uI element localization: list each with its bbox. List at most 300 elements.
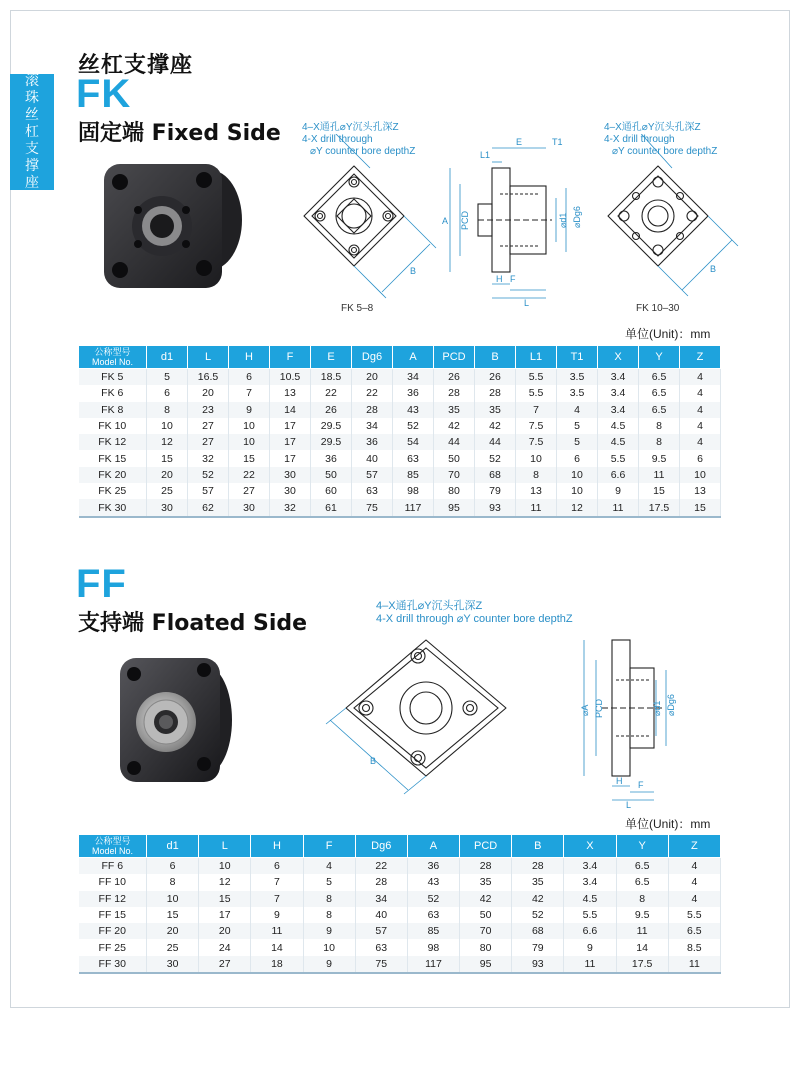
value-cell: 85 xyxy=(407,923,459,939)
value-cell: 62 xyxy=(188,499,229,516)
value-cell: 4 xyxy=(680,418,721,434)
value-cell: 13 xyxy=(516,483,557,499)
value-cell: 3.4 xyxy=(564,874,616,890)
value-cell: 4 xyxy=(680,434,721,450)
column-header: Y xyxy=(616,835,668,858)
value-cell: 8 xyxy=(516,467,557,483)
model-cell: FF 12 xyxy=(79,891,147,907)
value-cell: 9.5 xyxy=(616,907,668,923)
note-line: 4–X通孔⌀Y沉头孔深Z xyxy=(302,122,399,133)
value-cell: 3.5 xyxy=(557,385,598,401)
value-cell: 52 xyxy=(407,891,459,907)
value-cell: 11 xyxy=(598,499,639,516)
value-cell: 63 xyxy=(393,450,434,466)
value-cell: 10.5 xyxy=(270,369,311,386)
value-cell: 42 xyxy=(434,418,475,434)
value-cell: 27 xyxy=(188,418,229,434)
value-cell: 8.5 xyxy=(668,939,720,955)
column-header: B xyxy=(512,835,564,858)
value-cell: 9 xyxy=(229,402,270,418)
value-cell: 10 xyxy=(229,434,270,450)
value-cell: 10 xyxy=(147,418,188,434)
value-cell: 28 xyxy=(434,385,475,401)
value-cell: 9.5 xyxy=(639,450,680,466)
value-cell: 30 xyxy=(229,499,270,516)
dim-label-f: F xyxy=(638,780,644,790)
dim-label-h: H xyxy=(496,274,503,284)
value-cell: 43 xyxy=(393,402,434,418)
model-cell: FF 15 xyxy=(79,907,147,923)
value-cell: 6 xyxy=(251,858,303,875)
value-cell: 28 xyxy=(512,858,564,875)
model-cell: FK 25 xyxy=(79,483,147,499)
table-row xyxy=(79,385,721,401)
value-cell: 6.5 xyxy=(668,923,720,939)
table-row xyxy=(79,891,721,907)
ff-subtitle: 支持端 Floated Side xyxy=(78,611,308,636)
value-cell: 4 xyxy=(668,891,720,907)
value-cell: 6.5 xyxy=(639,369,680,386)
value-cell: 9 xyxy=(251,907,303,923)
value-cell: 34 xyxy=(393,369,434,386)
value-cell: 15 xyxy=(199,891,251,907)
value-cell: 5 xyxy=(557,434,598,450)
model-cell: FK 8 xyxy=(79,402,147,418)
value-cell: 26 xyxy=(475,369,516,386)
value-cell: 17.5 xyxy=(639,499,680,516)
value-cell: 6.5 xyxy=(616,858,668,875)
value-cell: 4 xyxy=(668,874,720,890)
side-tab-char: 座 xyxy=(25,174,39,191)
dim-label-b: B xyxy=(370,756,377,766)
column-header: L1 xyxy=(516,346,557,369)
column-header: PCD xyxy=(434,346,475,369)
side-category-tab xyxy=(10,74,54,190)
side-tab-char: 杠 xyxy=(25,123,39,140)
value-cell: 7.5 xyxy=(516,418,557,434)
table-row xyxy=(79,434,721,450)
dim-label-pcd: PCD xyxy=(460,210,470,230)
value-cell: 6 xyxy=(680,450,721,466)
value-cell: 11 xyxy=(668,956,720,973)
value-cell: 36 xyxy=(407,858,459,875)
model-cell: FF 10 xyxy=(79,874,147,890)
note-line: 4-X drill through ⌀Y counter bore depthZ xyxy=(376,613,573,625)
value-cell: 22 xyxy=(311,385,352,401)
value-cell: 6 xyxy=(229,369,270,386)
side-tab-char: 支 xyxy=(25,140,39,157)
ff-unit: 单位(Unit)：mm xyxy=(625,817,711,831)
value-cell: 13 xyxy=(680,483,721,499)
value-cell: 6 xyxy=(557,450,598,466)
value-cell: 70 xyxy=(434,467,475,483)
value-cell: 30 xyxy=(147,956,199,973)
value-cell: 11 xyxy=(639,467,680,483)
value-cell: 7.5 xyxy=(516,434,557,450)
value-cell: 7 xyxy=(251,874,303,890)
value-cell: 27 xyxy=(229,483,270,499)
value-cell: 22 xyxy=(229,467,270,483)
model-cell: FF 20 xyxy=(79,923,147,939)
value-cell: 28 xyxy=(460,858,512,875)
value-cell: 20 xyxy=(147,923,199,939)
side-tab-char: 丝 xyxy=(25,106,39,123)
value-cell: 29.5 xyxy=(311,434,352,450)
value-cell: 5.5 xyxy=(516,369,557,386)
dim-label-l1: L1 xyxy=(480,150,491,160)
value-cell: 60 xyxy=(311,483,352,499)
value-cell: 27 xyxy=(199,956,251,973)
value-cell: 63 xyxy=(352,483,393,499)
ff-spec-table xyxy=(78,834,721,974)
value-cell: 50 xyxy=(460,907,512,923)
value-cell: 15 xyxy=(680,499,721,516)
column-header: L xyxy=(188,346,229,369)
value-cell: 79 xyxy=(512,939,564,955)
value-cell: 35 xyxy=(475,402,516,418)
dim-label-a: A xyxy=(442,216,449,226)
column-header: d1 xyxy=(147,835,199,858)
value-cell: 18.5 xyxy=(311,369,352,386)
value-cell: 5.5 xyxy=(516,385,557,401)
table-row xyxy=(79,874,721,890)
value-cell: 40 xyxy=(355,907,407,923)
header-cn: 公称型号 xyxy=(94,836,131,846)
value-cell: 11 xyxy=(616,923,668,939)
value-cell: 44 xyxy=(434,434,475,450)
column-header: Z xyxy=(680,346,721,369)
value-cell: 44 xyxy=(475,434,516,450)
dim-label-e: E xyxy=(516,137,523,147)
value-cell: 17 xyxy=(270,434,311,450)
value-cell: 3.4 xyxy=(598,385,639,401)
value-cell: 13 xyxy=(270,385,311,401)
dim-label-f: F xyxy=(510,274,516,284)
value-cell: 36 xyxy=(311,450,352,466)
model-cell: FF 6 xyxy=(79,858,147,875)
value-cell: 30 xyxy=(147,499,188,516)
dim-label-dg6: ⌀Dg6 xyxy=(666,694,676,716)
table-row xyxy=(79,956,721,973)
value-cell: 10 xyxy=(516,450,557,466)
value-cell: 11 xyxy=(516,499,557,516)
model-cell: FK 12 xyxy=(79,434,147,450)
value-cell: 30 xyxy=(270,483,311,499)
column-header: B xyxy=(475,346,516,369)
model-no-header xyxy=(79,835,147,858)
table-row xyxy=(79,450,721,466)
table-row xyxy=(79,939,721,955)
value-cell: 8 xyxy=(616,891,668,907)
value-cell: 30 xyxy=(270,467,311,483)
value-cell: 6.6 xyxy=(564,923,616,939)
model-no-header xyxy=(79,346,147,369)
value-cell: 10 xyxy=(557,467,598,483)
value-cell: 70 xyxy=(460,923,512,939)
value-cell: 50 xyxy=(311,467,352,483)
column-header: H xyxy=(229,346,270,369)
value-cell: 52 xyxy=(512,907,564,923)
value-cell: 6.6 xyxy=(598,467,639,483)
value-cell: 52 xyxy=(475,450,516,466)
value-cell: 117 xyxy=(393,499,434,516)
value-cell: 5.5 xyxy=(668,907,720,923)
table-row xyxy=(79,858,721,875)
value-cell: 36 xyxy=(352,434,393,450)
value-cell: 8 xyxy=(639,434,680,450)
note-line: 4–X通孔⌀Y沉头孔深Z xyxy=(604,122,701,133)
value-cell: 17 xyxy=(270,450,311,466)
value-cell: 26 xyxy=(311,402,352,418)
value-cell: 6.5 xyxy=(616,874,668,890)
value-cell: 93 xyxy=(475,499,516,516)
value-cell: 5.5 xyxy=(564,907,616,923)
value-cell: 40 xyxy=(352,450,393,466)
table-row xyxy=(79,499,721,516)
value-cell: 28 xyxy=(355,874,407,890)
table-row xyxy=(79,369,721,386)
fk-drawing xyxy=(290,134,760,324)
model-cell: FK 15 xyxy=(79,450,147,466)
value-cell: 4 xyxy=(680,385,721,401)
fk-caption-right: FK 10–30 xyxy=(636,303,680,314)
header-en: Model No. xyxy=(91,846,134,856)
value-cell: 43 xyxy=(407,874,459,890)
value-cell: 42 xyxy=(512,891,564,907)
model-cell: FK 20 xyxy=(79,467,147,483)
ff-product-photo xyxy=(108,644,248,794)
side-tab-char: 撑 xyxy=(25,157,39,174)
column-header: F xyxy=(303,835,355,858)
value-cell: 16.5 xyxy=(188,369,229,386)
value-cell: 10 xyxy=(557,483,598,499)
value-cell: 35 xyxy=(512,874,564,890)
value-cell: 20 xyxy=(147,467,188,483)
value-cell: 8 xyxy=(639,418,680,434)
value-cell: 14 xyxy=(616,939,668,955)
value-cell: 3.4 xyxy=(564,858,616,875)
value-cell: 8 xyxy=(147,874,199,890)
value-cell: 15 xyxy=(639,483,680,499)
dim-label-b: B xyxy=(410,266,417,276)
value-cell: 35 xyxy=(460,874,512,890)
fk-caption-left: FK 5–8 xyxy=(341,303,374,314)
value-cell: 28 xyxy=(352,402,393,418)
value-cell: 98 xyxy=(393,483,434,499)
value-cell: 15 xyxy=(147,450,188,466)
value-cell: 18 xyxy=(251,956,303,973)
value-cell: 4 xyxy=(668,858,720,875)
fk-product-photo xyxy=(92,150,252,300)
value-cell: 63 xyxy=(355,939,407,955)
model-cell: FF 30 xyxy=(79,956,147,973)
value-cell: 34 xyxy=(355,891,407,907)
column-header: Dg6 xyxy=(355,835,407,858)
value-cell: 63 xyxy=(407,907,459,923)
value-cell: 9 xyxy=(598,483,639,499)
value-cell: 32 xyxy=(188,450,229,466)
side-tab-char: 滚 xyxy=(25,72,39,89)
value-cell: 5 xyxy=(147,369,188,386)
value-cell: 4.5 xyxy=(598,418,639,434)
note-line: ⌀Y counter bore depthZ xyxy=(612,146,718,157)
value-cell: 17.5 xyxy=(616,956,668,973)
value-cell: 93 xyxy=(512,956,564,973)
value-cell: 7 xyxy=(251,891,303,907)
value-cell: 10 xyxy=(147,891,199,907)
value-cell: 4.5 xyxy=(598,434,639,450)
value-cell: 8 xyxy=(147,402,188,418)
note-line: 4–X通孔⌀Y沉头孔深Z xyxy=(376,600,483,612)
dim-label-d1: ⌀d1 xyxy=(652,700,662,716)
dim-label-pcd: PCD xyxy=(594,698,604,718)
value-cell: 8 xyxy=(303,907,355,923)
value-cell: 10 xyxy=(303,939,355,955)
column-header: L xyxy=(199,835,251,858)
fk-code: FK xyxy=(76,72,132,116)
value-cell: 9 xyxy=(303,923,355,939)
dim-label-l: L xyxy=(626,800,632,810)
column-header: X xyxy=(598,346,639,369)
column-header: d1 xyxy=(147,346,188,369)
column-header: T1 xyxy=(557,346,598,369)
table-row xyxy=(79,483,721,499)
value-cell: 6.5 xyxy=(639,385,680,401)
side-tab-char: 珠 xyxy=(25,89,39,106)
ff-drawing xyxy=(320,630,700,810)
value-cell: 24 xyxy=(199,939,251,955)
value-cell: 80 xyxy=(460,939,512,955)
column-header: X xyxy=(564,835,616,858)
value-cell: 52 xyxy=(188,467,229,483)
value-cell: 95 xyxy=(460,956,512,973)
value-cell: 25 xyxy=(147,939,199,955)
value-cell: 42 xyxy=(475,418,516,434)
value-cell: 57 xyxy=(352,467,393,483)
ff-note xyxy=(376,600,573,626)
column-header: H xyxy=(251,835,303,858)
value-cell: 75 xyxy=(352,499,393,516)
value-cell: 27 xyxy=(188,434,229,450)
value-cell: 10 xyxy=(229,418,270,434)
value-cell: 11 xyxy=(251,923,303,939)
value-cell: 4 xyxy=(680,402,721,418)
value-cell: 6 xyxy=(147,858,199,875)
value-cell: 98 xyxy=(407,939,459,955)
value-cell: 22 xyxy=(355,858,407,875)
value-cell: 15 xyxy=(147,907,199,923)
value-cell: 7 xyxy=(516,402,557,418)
header-cn: 公称型号 xyxy=(94,347,131,357)
value-cell: 54 xyxy=(393,434,434,450)
value-cell: 3.4 xyxy=(598,402,639,418)
value-cell: 14 xyxy=(270,402,311,418)
value-cell: 57 xyxy=(355,923,407,939)
fk-spec-table xyxy=(78,345,721,518)
value-cell: 10 xyxy=(199,858,251,875)
value-cell: 20 xyxy=(352,369,393,386)
value-cell: 17 xyxy=(270,418,311,434)
table-row xyxy=(79,907,721,923)
dim-label-b-right: B xyxy=(710,264,717,274)
value-cell: 28 xyxy=(475,385,516,401)
value-cell: 5 xyxy=(557,418,598,434)
value-cell: 17 xyxy=(199,907,251,923)
value-cell: 3.5 xyxy=(557,369,598,386)
model-cell: FK 5 xyxy=(79,369,147,386)
value-cell: 12 xyxy=(147,434,188,450)
value-cell: 95 xyxy=(434,499,475,516)
value-cell: 25 xyxy=(147,483,188,499)
value-cell: 7 xyxy=(229,385,270,401)
dim-label-d1: ⌀d1 xyxy=(558,212,568,228)
value-cell: 34 xyxy=(352,418,393,434)
value-cell: 85 xyxy=(393,467,434,483)
note-line: 4-X drill through xyxy=(302,134,373,145)
value-cell: 36 xyxy=(393,385,434,401)
value-cell: 6.5 xyxy=(639,402,680,418)
value-cell: 117 xyxy=(407,956,459,973)
dim-label-a: ⌀A xyxy=(580,704,590,716)
value-cell: 26 xyxy=(434,369,475,386)
value-cell: 80 xyxy=(434,483,475,499)
value-cell: 22 xyxy=(352,385,393,401)
value-cell: 11 xyxy=(564,956,616,973)
column-header: E xyxy=(311,346,352,369)
value-cell: 57 xyxy=(188,483,229,499)
value-cell: 52 xyxy=(393,418,434,434)
value-cell: 4 xyxy=(557,402,598,418)
value-cell: 20 xyxy=(199,923,251,939)
value-cell: 23 xyxy=(188,402,229,418)
column-header: A xyxy=(407,835,459,858)
value-cell: 10 xyxy=(680,467,721,483)
value-cell: 20 xyxy=(188,385,229,401)
value-cell: 5 xyxy=(303,874,355,890)
column-header: F xyxy=(270,346,311,369)
fk-subtitle: 固定端 Fixed Side xyxy=(78,121,281,146)
value-cell: 12 xyxy=(199,874,251,890)
value-cell: 79 xyxy=(475,483,516,499)
model-cell: FK 30 xyxy=(79,499,147,516)
dim-label-t1: T1 xyxy=(552,137,563,147)
value-cell: 4.5 xyxy=(564,891,616,907)
value-cell: 4 xyxy=(303,858,355,875)
page-title: 丝杠支撑座 xyxy=(78,53,194,78)
table-row xyxy=(79,402,721,418)
value-cell: 75 xyxy=(355,956,407,973)
value-cell: 68 xyxy=(475,467,516,483)
value-cell: 8 xyxy=(303,891,355,907)
value-cell: 5.5 xyxy=(598,450,639,466)
value-cell: 32 xyxy=(270,499,311,516)
value-cell: 50 xyxy=(434,450,475,466)
table-row xyxy=(79,467,721,483)
note-line: ⌀Y counter bore depthZ xyxy=(310,146,416,157)
value-cell: 61 xyxy=(311,499,352,516)
dim-label-h: H xyxy=(616,776,623,786)
value-cell: 15 xyxy=(229,450,270,466)
header-en: Model No. xyxy=(91,357,134,367)
value-cell: 35 xyxy=(434,402,475,418)
note-line: 4-X drill through xyxy=(604,134,675,145)
column-header: Dg6 xyxy=(352,346,393,369)
ff-code: FF xyxy=(76,562,127,606)
column-header: Z xyxy=(668,835,720,858)
value-cell: 12 xyxy=(557,499,598,516)
value-cell: 42 xyxy=(460,891,512,907)
value-cell: 9 xyxy=(303,956,355,973)
